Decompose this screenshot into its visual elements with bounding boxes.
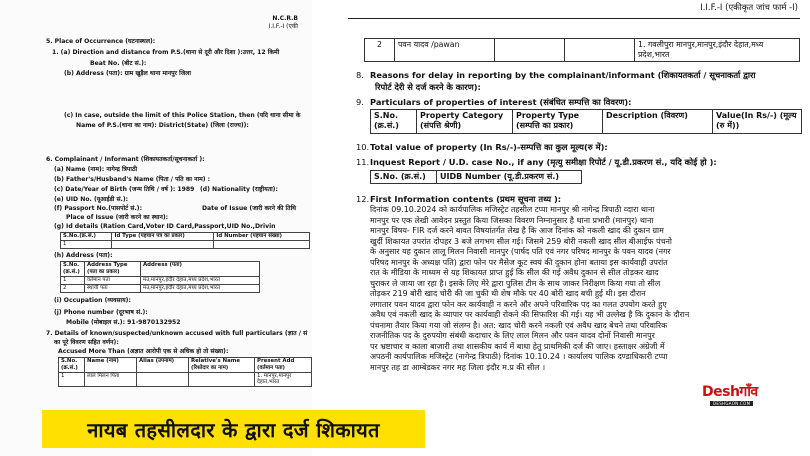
beat-field: Beat No. (बीट सं.): [90,60,147,67]
table-header: Property Category (संपत्ति श्रेणी) [417,110,513,134]
table-cell: वर्तमान पता [85,276,141,284]
iif-header-left: I.I.F.-I (एकी [268,23,298,30]
properties-table [370,109,802,134]
table-cell: 1 [61,276,85,284]
table-cell: पवन यादव /pawan [395,39,495,62]
accused-more-than: Accused More Than (अज्ञात आरोपी एक से अधिक हो तो संख्या): [58,348,229,355]
table-cell [565,39,635,62]
logo-text: Deshगाँव [702,384,758,400]
table-row [59,372,312,387]
complainant-name: (a) Name (नाम): नागेन्द्र त्रिपाठी [54,166,138,173]
address-table [60,261,260,293]
ps-name-field: Name of P.S.(थाना का नाम): District(State) (जिला (राज्य)): [76,122,249,129]
section-11-inquest: 11.Inquest Report / U.D. case No., if any (मृत्यु समीक्षा रिपोर्ट / यू.डी.प्रकरण सं., यदि कोई हो ): [356,157,717,167]
table-header: Id Number (पहचान संख्या) [214,233,310,241]
table-cell [214,241,310,249]
outside-limit-field: (c) In case, outside the limit of this Police Station, then (यदि थाना सीमा के [64,112,301,119]
table-header: Description (विवरण) [603,110,713,134]
table-header: S.No.(क्र.सं.) [61,233,112,241]
accused-table-continued [364,38,800,62]
table-cell: 2 [365,39,395,62]
table-row [61,284,260,292]
section-8-text: Reasons for delay in reporting by the complainant/informant (शिकायतकर्ता / सूचनाकर्ता द्वारा [370,70,756,80]
table-header: Value(In Rs/-) (मूल्य (रु में)) [713,110,802,134]
address-heading: (h) Address (पता): [54,252,113,259]
table-cell: 1 [61,241,112,249]
uid-number: (e) UID No. (यूआईडी सं.): [54,196,129,203]
table-header: S.No. (क्र.सं.) [371,110,417,134]
section-12-fir-heading: 12.First Information contents (प्रथम सूचना तथ्य ): [356,194,562,204]
table-row [61,276,260,284]
id-details-heading: (g) Id details (Ration Card,Voter ID Card,Passport,UID No.,Drivin [54,223,276,230]
table-header: Id Type (पहचान पत्र का प्रकार) [112,233,214,241]
direction-field: 1. (a) Direction and distance from P.S.(थाना से दूरी और दिशा ):उत्तर, 12 किमी [52,49,280,56]
birth-year: (c) Date/Year of Birth (जन्म तिथि / वर्ष ): 1989 [54,186,195,193]
phone-field: (j) Phone number (दूरभाष सं.): [54,309,148,316]
accused-heading-cont: का पूरे विवरण सहित वर्णन): [54,339,119,346]
table-header: Alias (उपनाम) [137,358,189,373]
table-cell: मउ,मानपुर,इंदौर देहात,मध्य प्रदेश,भारत [141,276,260,284]
table-cell: 1. गवलीपुरा मानपुर,मानपुर,इंदौर देहात,मध्य प्रदेश,भारत [635,39,800,62]
section-8-reasons-cont: रिपोर्ट देरी से दर्ज करने के कारण): [375,82,481,92]
passport-number: (f) Passport No.(पासपोर्ट सं.): [54,205,143,212]
table-header: S.No. (क्र.सं.) [371,171,437,184]
table-header: S.No. (क्र.सं.) [59,358,85,373]
father-name: (b) Father's/Husband's Name (पिता / पति का नाम) : [54,176,211,183]
logo-tagline: DESHGAON.COM [710,401,753,406]
table-header: S.No. (क्र.सं.) [61,262,85,277]
table-row [365,39,800,62]
section-12-text: First Information contents (प्रथम सूचना तथ्य ): [370,194,562,204]
table-cell: लाल मिलन पिता [85,372,137,387]
table-header: Relative's Name (रिश्तेदार का नाम) [189,358,255,373]
place-heading: 5. Place of Occurrence (घटनास्थल): [46,38,156,45]
date-of-issue: Date of Issue (जारी करने की तिथि [202,205,297,212]
header-divider [348,18,800,19]
section-9-text: Particulars of properties of interest (संबंधित सम्पत्ति का विवरण): [370,97,632,107]
mobile-field: Mobile (मोबाइल सं.): 91-9870132952 [66,319,181,326]
section-10-total-value: 10.Total value of property (In Rs/-)-सम्पत्ति का कुल मूल्य(रु में): [356,142,608,152]
section-9-properties: 9. Particulars of properties of interest (संबंधित सम्पत्ति का विवरण): [356,97,632,107]
caption-banner: नायब तहसीलदार के द्वारा दर्ज शिकायत [42,410,425,448]
table-cell: मउ,मानपुर,इंदौर देहात,मध्य प्रदेश,भारत [141,284,260,292]
table-header: Present Add (वर्तमान पता) [255,358,312,373]
place-of-issue: Place of Issue (जारी करने का स्थान): [66,214,169,221]
table-cell: 1 [59,372,85,387]
table-header: Name (नाम) [85,358,137,373]
section-11-text: Inquest Report / U.D. case No., if any (मृत्यु समीक्षा रिपोर्ट / यू.डी.प्रकरण सं., यदि कोई हो ): [370,157,717,167]
table-cell: 1. मानपुर,मानपुर देहात,भारत [255,372,312,387]
table-cell: 2 [61,284,85,292]
table-cell: स्थायी पता [85,284,141,292]
ud-case-table [370,170,582,184]
table-header: Property Type (सम्पत्ति का प्रकार) [513,110,603,134]
ncrb-header: N.C.R.B [272,15,298,22]
id-details-table [60,232,310,249]
section-8-reasons: 8. Reasons for delay in reporting by the complainant/informant (शिकायतकर्ता / सूचनाकर्ता द्वारा [356,70,756,80]
table-header: UIDB Number (यू.डी.प्रकरण सं.) [437,171,582,184]
table-cell [137,372,189,387]
document-page-left [0,0,312,456]
complainant-heading: 6. Complainant / Informant (शिकायतकर्ता/सूचनाकर्ता ): [46,156,205,163]
table-cell [112,241,214,249]
table-cell [189,372,255,387]
address-field: (b) Address (पता): ग्राम खुड़ैल थाना मानपुर जिला [64,70,191,77]
occupation-field: (i) Occupation (व्यवसाय): [54,297,131,304]
nationality: (d) Nationality (राष्ट्रीयता): [200,186,278,193]
table-cell [495,39,565,62]
table-header: Address (पता) [141,262,260,277]
accused-table [58,357,312,387]
table-header: Address Type (पता का प्रकार) [85,262,141,277]
accused-heading: 7. Details of known/suspected/unknown accused with full particulars (ज्ञात / सं [46,330,308,337]
iif-header-right: I.I.F.-I (एकीकृत जांच फार्म -I) [700,3,798,13]
fir-contents: दिनांक 09.10.2024 को कार्यपालिक मजिस्ट्रेट तहसील टप्पा मानपुर श्री नागेन्द्र त्रिपाठी व्दारा थाना मानपुर पर एक लेखी आवेदन प्रस्तुत किया जिसका विवरण निम्नानुसार है थाना प्रभारी (मानपुर) थाना मानपुर विषय- FIR दर्ज करने बावत विषयांतर्गत लेख है कि आज दिनांक को नकली खाद की दुकान ग्राम खुर्दी शिकायत उपरांत दोपहर 3 बजे लगभग सील गई। जिसमे 259 बोरी नकली खाद सील बीआईफ पंचनो के अनुसार यह दुकान लालू मिलन निवासी मानपुर (पार्षद पति एवं नगर परिषद मानपुर के पवन यादव (नगर परिषद मानपुर के अध्यक्ष पति) द्वारा फोन पर मैसेज कूट स्वयं की दुकान होना बताया इस कार्यवाही उपरांत रात के मीडिया के माध्यम से यह शिकायत प्राप्त हुई कि सील की गई अवैध दुकान से सील तोड़कर खाद चुराकर ले जाया जा रहा है। इसके लिए मेरे द्वारा पुलिस टीम के साथ जाकर निरीक्षण किया गया तो सील तोड़कर 219 बोरी खाद चोरी की जा चुकी थी शेष मौके पर 40 बोरी खाद बची हुई थी। इस दौरान लगातार पवन यादव द्वारा फोन कर कार्यवाही न करने और अपने परिवारिक पद का गलत उपयोग करते हुए अवैध एवं नकली खाद के व्यापार पर कार्यवाही रोकने की सिफारिश की गई। यह भी उल्लेख है कि दुकान के दौरान पंचनामा तैयार किया गया जो संलग्न है। अत: खाद चोरी करने नकली एवं अवैध खाद बेचने तथा परिवारिक राजनीतिक पद के दुरुपयोग संबंधी कदाचार के लिए लाल मिलन और पवन यादव दोनों निवासी मानपुर पर भ्रष्टाचार व काला बाजारी तथा शासकीय कार्य में बाधा हेतु प्राथमिकी दर्ज की जाए। हस्ताक्षर अंग्रेजी में अपठनी कार्यपालिक मजिस्ट्रेट (नागेन्द्र त्रिपाठी) दिनांक 10.10.24 । कार्यालय पालिक दण्डाधिकारी टप्पा मानपुर तह डा आम्बेडकर नगर मह जिला इंदौर म.प्र की सील । [370,205,690,372]
section-10-text: Total value of property (In Rs/-)-सम्पत्ति का कुल मूल्य(रु में): [370,142,608,152]
deshgaon-logo [702,380,782,416]
